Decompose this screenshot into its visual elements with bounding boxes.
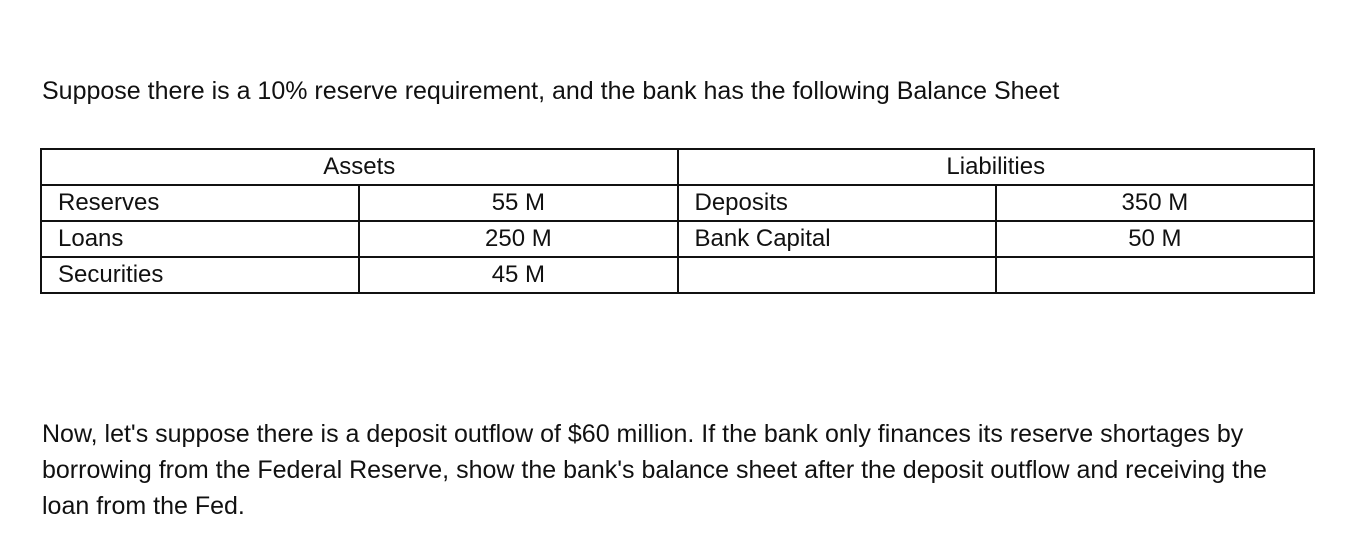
liability-label-bank-capital: Bank Capital (678, 221, 996, 257)
liability-value-empty (996, 257, 1314, 293)
asset-label-securities: Securities (41, 257, 359, 293)
assets-header: Assets (41, 149, 678, 185)
header-row (41, 149, 1314, 185)
table-row (41, 185, 1314, 221)
liability-label-empty (678, 257, 996, 293)
asset-value-securities: 45 M (359, 257, 677, 293)
liabilities-header: Liabilities (678, 149, 1315, 185)
asset-label-loans: Loans (41, 221, 359, 257)
table-row (41, 221, 1314, 257)
intro-text: Suppose there is a 10% reserve requirement, and the bank has the following Balance Sheet (42, 77, 1060, 105)
liability-value-deposits: 350 M (996, 185, 1314, 221)
question-text: Now, let's suppose there is a deposit outflow of $60 million. If the bank only finances its reserve shortages by borrowing from the Federal Reserve, show the bank's balance sheet after the deposit outflow and receiving the loan from the Fed. (42, 420, 1267, 520)
asset-value-loans: 250 M (359, 221, 677, 257)
balance-sheet-table (40, 148, 1315, 294)
asset-value-reserves: 55 M (359, 185, 677, 221)
asset-label-reserves: Reserves (41, 185, 359, 221)
liability-value-bank-capital: 50 M (996, 221, 1314, 257)
liability-label-deposits: Deposits (678, 185, 996, 221)
table-row (41, 257, 1314, 293)
